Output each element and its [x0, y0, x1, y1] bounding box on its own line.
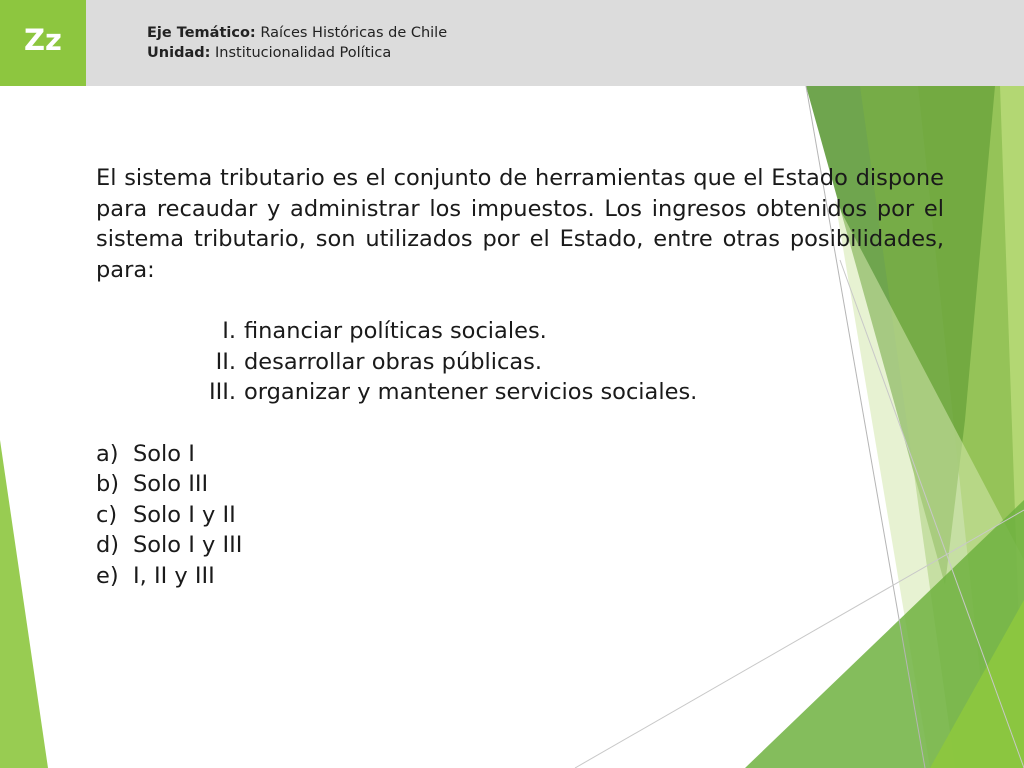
option-letter: d) [96, 532, 120, 558]
option-letter: c) [96, 501, 118, 528]
option-letter: e) [96, 562, 119, 589]
eje-value: Raíces Históricas de Chile [260, 25, 448, 41]
statement-item [196, 316, 944, 347]
option-item [96, 500, 944, 531]
option-text: Solo I y III [133, 532, 243, 558]
option-text: Solo III [133, 471, 209, 497]
option-item [96, 530, 944, 561]
option-letter: a) [96, 440, 119, 467]
eje-label: Eje Temático: [147, 25, 256, 41]
option-text: Solo I y II [133, 501, 236, 528]
option-letter: b) [96, 471, 120, 497]
statement-item [196, 347, 944, 378]
statement-text: organizar y mantener servicios sociales. [244, 379, 698, 405]
statement-number: I. [222, 318, 236, 344]
question-text: El sistema tributario es el conjunto de herramientas que el Estado dispone para recaudar y administrar los impuestos. Los ingresos obtenidos por el sistema tributario, son utilizados por el Estado, entre otras posibilidades, para: [96, 165, 944, 283]
question-content [96, 163, 944, 591]
left-green-shape [0, 440, 48, 768]
logo-text: Zz [24, 23, 62, 57]
option-item [96, 561, 944, 592]
slide-header [0, 0, 1024, 86]
option-item [96, 439, 944, 470]
answer-options [96, 439, 944, 592]
unidad-value: Institucionalidad Política [215, 45, 392, 61]
option-text: I, II y III [133, 562, 215, 589]
statement-item [196, 377, 944, 408]
unidad-line [147, 43, 447, 63]
unidad-label: Unidad: [147, 45, 211, 61]
statement-list [196, 316, 944, 408]
logo-badge [0, 0, 86, 86]
option-text: Solo I [133, 440, 195, 467]
statement-text: desarrollar obras públicas. [244, 348, 543, 375]
statement-text: financiar políticas sociales. [244, 318, 547, 344]
statement-number: II. [215, 348, 236, 375]
statement-number: III. [208, 379, 236, 405]
option-item [96, 469, 944, 500]
eje-tematico-line [147, 23, 447, 43]
header-meta [147, 23, 447, 63]
